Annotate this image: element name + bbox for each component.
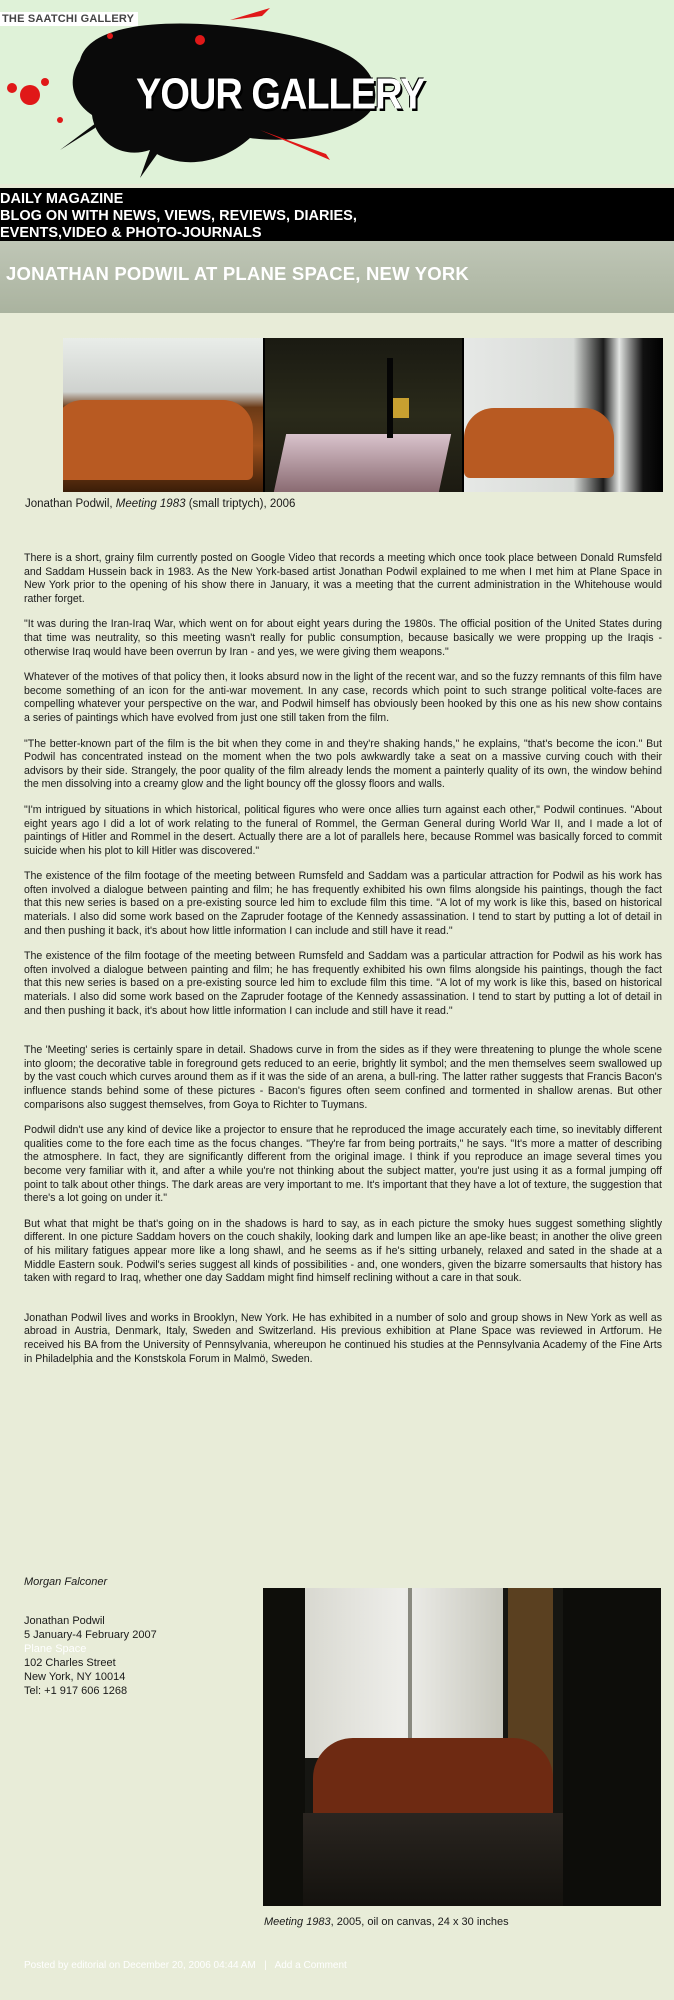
paragraph: There is a short, grainy film currently posted on Google Video that records a meeting which once took place between Donald Rumsfeld and Saddam Hussein back in 1983. As the New York-based artist Jonathan Podwil explained to me when I met him at Plane Space in New York prior to the opening of his show there in January, it was a meeting that the current administration in the Whitehouse would rather forget. xyxy=(24,552,662,605)
exhibition-dates: 5 January-4 February 2007 xyxy=(24,1629,157,1641)
site-header xyxy=(0,0,674,184)
address-line: 102 Charles Street xyxy=(24,1657,116,1669)
triptych-image xyxy=(63,338,663,492)
paragraph: The existence of the film footage of the meeting between Rumsfeld and Saddam was a particular attraction for Podwil as his work has often involved a dialogue between painting and film; he has frequently exhibited his own films alongside his paintings, though the fact that this new series is based on a pre-existing source led him to exclude film this time. "A lot of my work is like this, based on historical materials. I also did some work based on the Zapruder footage of the Kennedy assassination. I tend to start by putting a lot of detail in and then pushing it back, it's about how little information I can include and still have it read." xyxy=(24,950,662,1017)
paragraph: The existence of the film footage of the meeting between Rumsfeld and Saddam was a particular attraction for Podwil as his work has often involved a dialogue between painting and film; he has frequently exhibited his own films alongside his paintings, though the fact that this new series is based on a pre-existing source led him to exclude film this time. "A lot of my work is like this, based on historical materials. I also did some work based on the Zapruder footage of the Kennedy assassination. I tend to start by putting a lot of detail in and then pushing it back, it's about how little information I can include and still have it read." xyxy=(24,870,662,937)
paragraph: "It was during the Iran-Iraq War, which went on for about eight years during the 1980s. The official position of the United States during that time was neutrality, so this meeting wasn't really for public consumption, because basically we were propping up the Iraqis - otherwise Iraq would have been overrun by Iran - and yes, we were giving them weapons." xyxy=(24,618,662,658)
exhibition-info xyxy=(24,1614,157,1698)
article-title: JONATHAN PODWIL AT PLANE SPACE, NEW YORK xyxy=(6,263,469,284)
paragraph: Whatever of the motives of that policy then, it looks absurd now in the light of the recent war, and so the fuzzy remnants of this film have become something of an icon for the anti-war movement. In any case, records which point to such strange political volte-faces are compelling whatever your perspective on the war, and Podwil himself has obviously been hooked by this one as his new show contains a series of paintings which have evolved from just one still taken from the film. xyxy=(24,671,662,724)
site-tagline xyxy=(0,188,674,241)
paragraph: Jonathan Podwil lives and works in Brooklyn, New York. He has exhibited in a number of solo and group shows in New York as well as abroad in Austria, Denmark, Italy, Sweden and Switzerland. His previous exhibition at Plane Space was reviewed in Artforum. He received his BA from the University of Pennsylvania, whereupon he continued his studies at the Pennsylvania Academy of the Fine Arts in Philadelphia and the Konstskola Forum in Malmö, Sweden. xyxy=(24,1311,662,1365)
paragraph: "The better-known part of the film is the bit when they come in and they're shaking hands," he explains, "that's become the icon." But Podwil has concentrated instead on the moment when the two pols awkwardly take a seat on a massive curving couch with their advisors by their side. Strangely, the poor quality of the film already lends the moment a painterly quality of its own, the window behind the men dissolving into a creamy glow and the light bouncy off the glossy floors and walls. xyxy=(24,737,662,791)
triptych-panel-right xyxy=(464,338,663,492)
logo-wordmark[interactable]: YOUR GALLERY xyxy=(136,70,425,120)
telephone: Tel: +1 917 606 1268 xyxy=(24,1685,128,1697)
footer-separator: | xyxy=(264,1960,267,1971)
tagline-line: EVENTS,VIDEO & PHOTO-JOURNALS xyxy=(0,225,262,241)
tagline-line: DAILY MAGAZINE xyxy=(0,191,124,207)
paragraph: "I'm intrigued by situations in which historical, political figures who were once allies turn against each other," Podwil continues. "About eight years ago I did a lot of work relating to the funeral of Rommel, the German General during World War II, and I made a lot of paintings of Hitler and Rommel in the desert. Actually there are a lot of parallels here, because Rommel was basically forced to commit suicide when his plot to kill Hitler was discovered." xyxy=(24,803,662,857)
author-name: Morgan Falconer xyxy=(24,1576,108,1588)
paragraph: The 'Meeting' series is certainly spare in detail. Shadows curve in from the sides as if they were threatening to plunge the whole scene into gloom; the decorative table in foreground gets reduced to an eerie, brightly lit symbol; and the men themselves seem swallowed up by the vast couch which curves around them as if it was the side of an arena, a bull-ring. The latter rather suggests that Francis Bacon's influence stands behind some of these pictures - Bacon's figures often seem confined and tormented in shallow arenas. But other comparisons also suggest themselves, from Goya to Richter to Tuymans. xyxy=(24,1044,662,1111)
painting-image xyxy=(263,1588,661,1906)
gallery-label[interactable]: THE SAATCHI GALLERY xyxy=(0,12,138,26)
add-comment-link[interactable]: Add a Comment xyxy=(274,1960,347,1971)
address-line: New York, NY 10014 xyxy=(24,1671,126,1683)
venue-link[interactable]: Plane Space xyxy=(24,1643,87,1655)
triptych-panel-middle xyxy=(265,338,461,492)
paragraph: Podwil didn't use any kind of device like a projector to ensure that he reproduced the image accurately each time, so inevitably different qualities come to the fore each time as the focus changes. "They're far from being portraits," he says. "It's more a matter of describing the atmosphere. In fact, they are significantly different from the original image. I think if you reproduce an image several times you become very familiar with it, and after a while you're not thinking about the subject matter, you're just using it as a formal jumping off point to talk about other things. The dark areas are very important to me. It's important that they have a lot of texture, the suggestion that there's a lot going on under it." xyxy=(24,1124,662,1205)
painting-caption: Meeting 1983, 2005, oil on canvas, 24 x 30 inches xyxy=(264,1916,509,1928)
article-title-bar xyxy=(0,241,674,313)
artist-name: Jonathan Podwil xyxy=(24,1615,105,1627)
triptych-panel-left xyxy=(63,338,263,492)
post-footer xyxy=(24,1960,347,1971)
paragraph: But what that might be that's going on in the shadows is hard to say, as in each picture the smoky hues suggest something slightly different. In one picture Saddam hovers on the couch shakily, looking dark and lumpen like an ape-like beast; in another the olive green of his military fatigues appear more like a long shawl, and he seems as if he's sitting urbanely, relaxed and sated in the shade at a Middle Eastern souk. Podwil's series suggest all kinds of possibilities - and, one wonders, given the bizarre somersaults that history has taken with regard to Iraq, whether one day Saddam might find himself reclining without a care in that souk. xyxy=(24,1217,662,1285)
image-caption: Jonathan Podwil, Meeting 1983 (small triptych), 2006 xyxy=(25,498,296,510)
article-body xyxy=(24,552,662,1378)
posted-by-link[interactable]: Posted by editorial on December 20, 2006 04:44 AM xyxy=(24,1960,256,1971)
tagline-line: BLOG ON WITH NEWS, VIEWS, REVIEWS, DIARIES, xyxy=(0,208,357,224)
